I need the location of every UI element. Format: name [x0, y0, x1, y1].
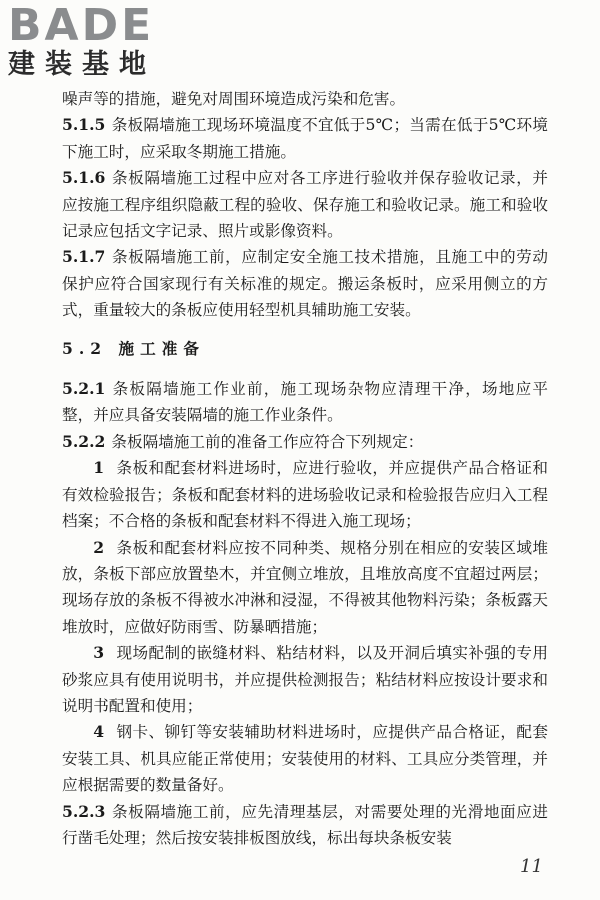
list-item-text: 条板和配套材料应按不同种类、规格分别在相应的安装区域堆放，条板下部应放置垫木，并宜侧立堆放，且堆放高度不宜超过两层；现场存放的条板不得被水冲淋和浸湿，不得被其他物料污染；条板露天堆放时，应做好防雨雪、防暴晒措施； [62, 538, 548, 636]
clause-paragraph [62, 112, 548, 165]
clause-paragraph [62, 376, 548, 429]
clause-paragraph [62, 244, 548, 323]
clause-text: 条板隔墙施工前，应先清理基层，对需要处理的光滑地面应进行凿毛处理；然后按安装排板图放线，标出每块条板安装 [62, 802, 548, 847]
clause-paragraph [62, 799, 548, 852]
list-item-number: 2 [93, 537, 105, 557]
logo-subtitle: 建装基地 [8, 49, 156, 80]
list-item [62, 535, 548, 641]
clause-number: 5.1.5 [62, 115, 106, 135]
list-item [62, 455, 548, 534]
list-item-text: 条板和配套材料进场时，应进行验收，并应提供产品合格证和有效检验报告；条板和配套材料的进场验收记录和检验报告应归入工程档案；不合格的条板和配套材料不得进入施工现场； [62, 459, 548, 531]
clause-number: 5.1.6 [62, 168, 106, 188]
clause-text: 条板隔墙施工过程中应对各工序进行验收并保存验收记录，并应按施工程序组织隐蔽工程的验收、保存施工和验收记录。施工和验收记录应包括文字记录、照片或影像资料。 [62, 169, 548, 241]
clause-text: 条板隔墙施工作业前，施工现场杂物应清理干净，场地应平整，并应具备安装隔墙的施工作业条件。 [62, 380, 548, 425]
document-body [62, 86, 548, 851]
list-item [62, 640, 548, 719]
list-item-text: 现场配制的嵌缝材料、粘结材料，以及开洞后填实补强的专用砂浆应具有使用说明书，并应提供检测报告；粘结材料应按设计要求和说明书配置和使用； [62, 644, 548, 715]
clause-number: 5.2.3 [62, 801, 106, 821]
logo-brand-text: BADE [8, 0, 155, 51]
clause-number: 5.1.7 [62, 247, 106, 267]
clause-paragraph [62, 429, 548, 455]
section-heading: 5.2 施工准备 [62, 338, 205, 358]
list-item-number: 3 [93, 643, 105, 663]
clause-number: 5.2.1 [62, 379, 106, 399]
list-item-text: 钢卡、铆钉等安装辅助材料进场时，应提供产品合格证，配套安装工具、机具应能正常使用；安装使用的材料、工具应分类管理，并应根据需要的数量备好。 [62, 723, 548, 795]
bade-logo [8, 0, 178, 80]
clause-text: 条板隔墙施工前，应制定安全施工技术措施，且施工中的劳动保护应符合国家现行有关标准的规定。搬运条板时，应采用侧立的方式，重量较大的条板应使用轻型机具辅助施工安装。 [62, 248, 548, 320]
list-item [62, 719, 548, 798]
clause-text: 条板隔墙施工现场环境温度不宜低于5℃；当需在低于5℃环境下施工时，应采取冬期施工措施。 [62, 116, 548, 161]
page-number: 11 [520, 856, 543, 877]
paragraph-continued: 噪声等的措施，避免对周围环境造成污染和危害。 [62, 90, 406, 108]
list-item-number: 1 [93, 458, 105, 478]
clause-paragraph [62, 165, 548, 244]
clause-text: 条板隔墙施工前的准备工作应符合下列规定： [111, 432, 424, 451]
list-item-number: 4 [93, 722, 105, 742]
clause-number: 5.2.2 [62, 431, 106, 451]
